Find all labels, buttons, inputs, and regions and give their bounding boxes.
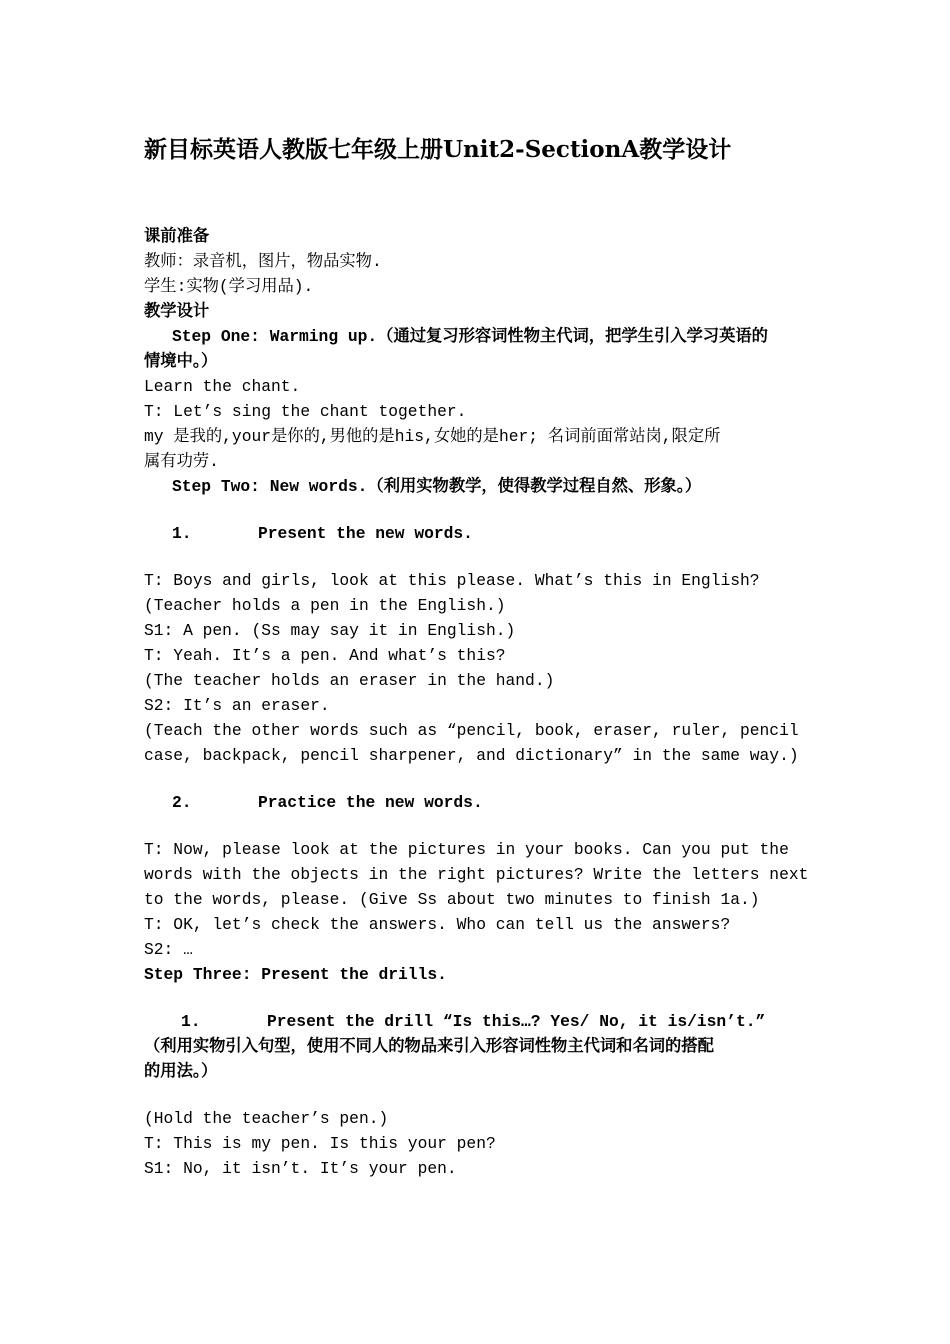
dialog-line: T: Yeah. It’s a pen. And what’s this?	[144, 646, 506, 665]
dialog-line: (Teach the other words such as “pencil, book, eraser, ruler, pencil	[144, 721, 799, 740]
step3-item1-text: Present the drill “Is this…? Yes/ No, it is/isn’t.”	[267, 1012, 766, 1031]
step2-item2	[144, 790, 809, 815]
design-heading: 教学设计	[144, 302, 210, 321]
dialog-line: T: Now, please look at the pictures in your books. Can you put the	[144, 840, 789, 859]
step1-heading-line1: Step One: Warming up.（通过复习形容词性物主代词，把学生引入学习英语的	[172, 327, 768, 346]
dialog-line: S1: A pen. (Ss may say it in English.)	[144, 621, 516, 640]
dialog-line: T: This is my pen. Is this your pen?	[144, 1134, 496, 1153]
step1-teacher-line: T: Let’s sing the chant together.	[144, 402, 467, 421]
dialog-line: S2: It’s an eraser.	[144, 696, 330, 715]
dialog-line: S2: …	[144, 940, 193, 959]
step3-item1	[144, 1009, 809, 1034]
document-body	[144, 224, 809, 1181]
dialog-line: case, backpack, pencil sharpener, and dictionary” in the same way.)	[144, 746, 799, 765]
dialog-line: (The teacher holds an eraser in the hand.)	[144, 671, 555, 690]
step1-chant-line1: my 是我的,your是你的,男他的是his,女她的是her; 名词前面常站岗,限定所	[144, 427, 721, 446]
step2-item2-text: Practice the new words.	[258, 793, 483, 812]
step3-heading: Step Three: Present the drills.	[144, 965, 447, 984]
step2-heading: Step Two: New words.（利用实物教学，使得教学过程自然、形象。）	[172, 477, 702, 496]
step1-chant-line2: 属有功劳.	[144, 452, 219, 471]
dialog-line: to the words, please. (Give Ss about two minutes to finish 1a.)	[144, 890, 760, 909]
step3-note-line2: 的用法。）	[144, 1062, 218, 1081]
prep-teacher: 教师：录音机，图片，物品实物.	[144, 252, 382, 271]
step3-note-line1: （利用实物引入句型，使用不同人的物品来引入形容词性物主代词和名词的搭配	[144, 1037, 714, 1056]
prep-student: 学生:实物(学习用品).	[144, 277, 314, 296]
step2-item1	[144, 521, 809, 546]
step1-learn: Learn the chant.	[144, 377, 301, 396]
dialog-line: S1: No, it isn’t. It’s your pen.	[144, 1159, 457, 1178]
dialog-line: T: Boys and girls, look at this please. What’s this in English?	[144, 571, 760, 590]
step2-item1-number: 1.	[172, 524, 192, 543]
dialog-line: T: OK, let’s check the answers. Who can tell us the answers?	[144, 915, 731, 934]
step2-item1-text: Present the new words.	[258, 524, 473, 543]
dialog-line: words with the objects in the right pictures? Write the letters next	[144, 865, 809, 884]
step3-item1-number: 1.	[181, 1012, 201, 1031]
dialog-line: (Hold the teacher’s pen.)	[144, 1109, 389, 1128]
step1-heading-line2: 情境中。）	[144, 352, 218, 371]
step2-item2-number: 2.	[172, 793, 192, 812]
document-title: 新目标英语人教版七年级上册Unit2-SectionA教学设计	[144, 136, 732, 163]
prep-heading: 课前准备	[144, 227, 210, 246]
dialog-line: (Teacher holds a pen in the English.)	[144, 596, 506, 615]
